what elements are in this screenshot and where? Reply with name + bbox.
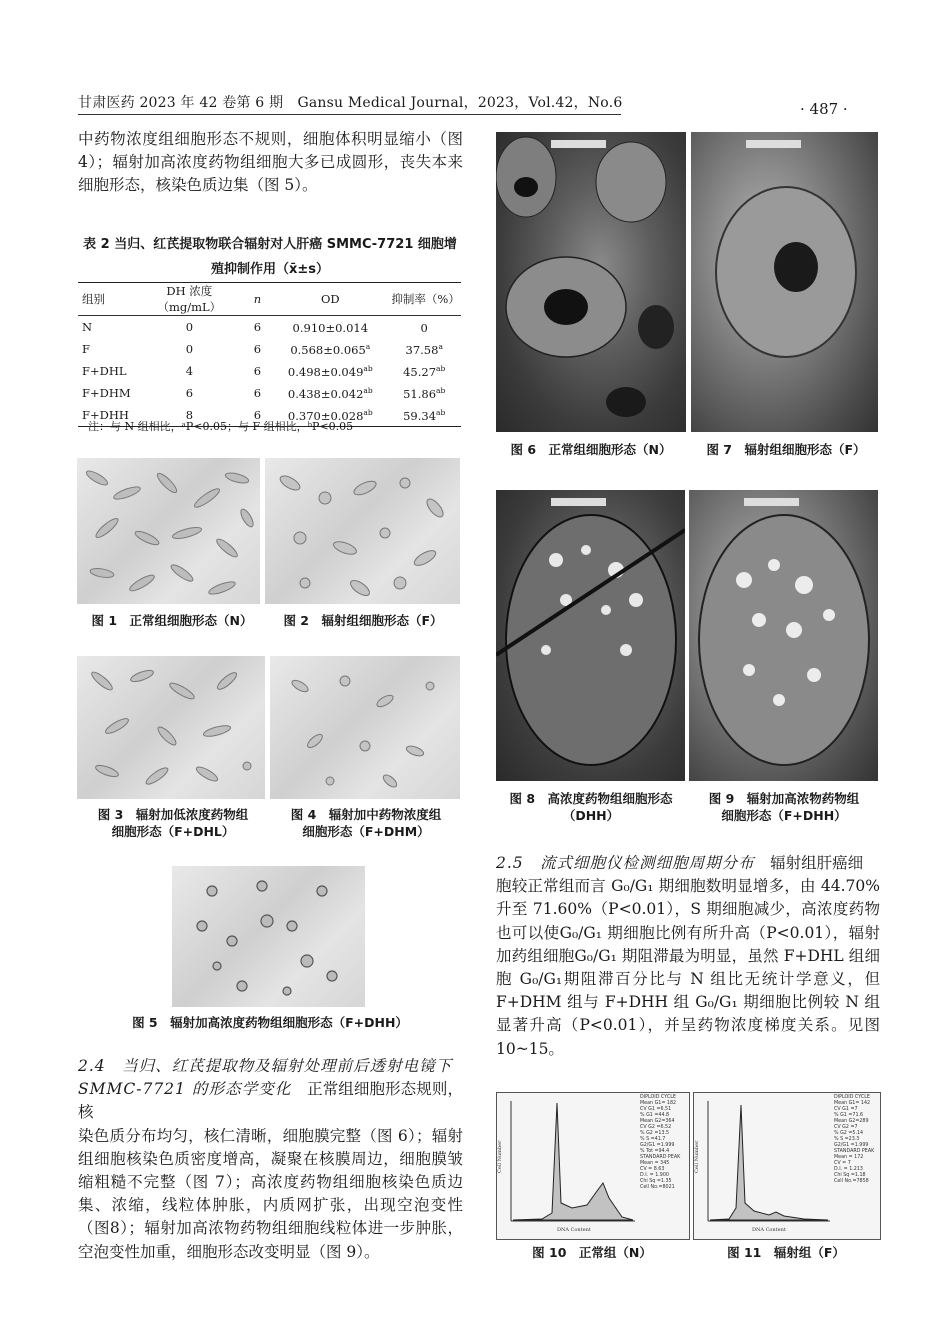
table2-title-line1: 表 2 当归、红芪提取物联合辐射对人肝癌 SMMC-7721 细胞增 [83, 237, 457, 252]
od-value: 0.438±0.042 [287, 386, 364, 401]
cell-od [273, 316, 387, 339]
cell-conc: 4 [185, 364, 194, 378]
fig10-stat: % S =41.7 [640, 1137, 666, 1142]
fig11-stat: % G2 =5.14 [834, 1131, 864, 1136]
fig11-caption: 图 11 辐射组（F） [727, 1245, 845, 1260]
fig10-caption: 图 10 正常组（N） [532, 1245, 652, 1260]
fig10-histogram [496, 1092, 690, 1240]
fig10-stat: Chi Sq =1.35 [640, 1179, 672, 1184]
fig11-ylabel: Cell Number [694, 1140, 700, 1173]
section24-body-first: 正常组细胞形态规则，核 [78, 1080, 463, 1122]
fig4-micrograph [270, 656, 460, 799]
fig11-stats [834, 1095, 880, 1185]
fig11-stat: CV G2 =7 [834, 1125, 858, 1130]
cell-n: 6 [253, 408, 262, 422]
fig1-caption: 图 1 正常组细胞形态（N） [91, 613, 253, 628]
fig10-stat: % G2 =13.5 [640, 1131, 670, 1136]
fig8-caption-line1: 图 8 高浓度药物组细胞形态 [509, 791, 673, 806]
cell-n: 6 [253, 364, 262, 378]
od-value: 0.498±0.049 [287, 364, 364, 379]
fig10-stat: D.I. = 1.900 [640, 1173, 669, 1178]
fig11-histogram [693, 1092, 881, 1240]
table-row [78, 382, 461, 404]
rate-value: 37.58 [405, 342, 439, 357]
fig11-xlabel: DNA Content [752, 1227, 786, 1233]
cell-rate [387, 338, 461, 360]
fig11-stat: % G1 =71.6 [834, 1113, 864, 1118]
fig11-stat: CV = 7 [834, 1161, 851, 1166]
section25-body: 胞较正常组而言 G₀/G₁ 期细胞数明显增多，由 44.70% 升至 71.60%（P<0.01），S 期细胞减少，高浓度药物也可以使G₀/G₁ 期细胞比例有所升高（P<0.01），辐射加药组细胞G₀/G₁ 期阻滞最为明显，虽然 F+DHL 组细胞 G₀/G₁期阻滞百分比与 N 组比无统计学意义，但 F+DHM 组与 F+DHH 组 G₀/G₁ 期细胞比例较 N 组显著升高（P<0.01），并呈药物浓度梯度关系。见图 10~15。 [496, 877, 880, 1058]
fig10-stat: CV G2 =6.52 [640, 1125, 672, 1130]
fig11-stat: Mean = 172 [834, 1155, 864, 1160]
fig10-stat: % Tot =94.4 [640, 1149, 670, 1154]
fig10-stat: Mean G1= 182 [640, 1101, 677, 1106]
table-row [78, 338, 461, 360]
od-value: 0.370±0.028 [287, 408, 364, 423]
fig10-stats [640, 1095, 688, 1191]
fig11-stat: G2/G1 =1.999 [834, 1143, 869, 1148]
cell-group: F+DHM [82, 386, 131, 400]
fig11-stat: Mean G1= 142 [834, 1101, 871, 1106]
fig7-caption: 图 7 辐射组细胞形态（F） [706, 442, 866, 457]
fig8-caption [496, 790, 686, 824]
od-value: 0.910±0.014 [292, 320, 369, 335]
fig11-stat: D.I. = 1.213 [834, 1167, 863, 1172]
rate-sup: ab [436, 385, 446, 395]
table2-header-rate: 抑制率（%） [391, 292, 460, 306]
table2 [78, 282, 461, 427]
header-rule [78, 114, 621, 115]
fig11-stat: Cell No.=7858 [834, 1179, 869, 1184]
cell-group: F [82, 342, 90, 356]
fig3-cells-graphic [77, 656, 265, 799]
intro-paragraph: 中药物浓度组细胞形态不规则，细胞体积明显缩小（图4）；辐射加高浓度药物组细胞大多已成圆形，丧失本来细胞形态，核染色质边集（图 5）。 [78, 130, 463, 195]
rate-sup: a [438, 341, 443, 351]
fig10-stat: G2/G1 =1.999 [640, 1143, 675, 1148]
fig4-cells-graphic [270, 656, 460, 799]
section24-heading-line1: 2.4 当归、红芪提取物及辐射处理前后透射电镜下 [78, 1057, 453, 1075]
table2-header-od: OD [320, 292, 340, 306]
fig5-cells-graphic [172, 866, 365, 1007]
rate-value: 45.27 [403, 364, 437, 379]
fig9-caption-line1: 图 9 辐射加高浓物药物组 [708, 791, 860, 806]
section25-first-line [496, 852, 880, 875]
section25-body-first: 辐射组肝癌细 [770, 854, 864, 872]
fig5-caption: 图 5 辐射加高浓度药物组细胞形态（F+DHH） [132, 1015, 408, 1030]
fig6-caption: 图 6 正常组细胞形态（N） [510, 442, 672, 457]
table2-title-line2: 殖抑制作用（x̄±s） [210, 262, 330, 277]
cell-group: F+DHL [82, 364, 127, 378]
fig10-stat: STANDARD PEAK [640, 1155, 681, 1160]
fig1-cells-graphic [77, 458, 260, 604]
rate-value: 51.86 [403, 386, 437, 401]
cell-conc: 0 [185, 342, 194, 356]
table-row [78, 316, 461, 339]
fig6-cells-graphic [496, 132, 686, 432]
cell-group: F+DHH [82, 408, 129, 422]
fig1-micrograph [77, 458, 260, 604]
fig10-stat: Cell No.=8021 [640, 1185, 675, 1190]
cell-conc: 0 [185, 320, 194, 334]
cell-rate [387, 382, 461, 404]
fig11-stat: Chi Sq =1.18 [834, 1173, 866, 1178]
fig3-micrograph [77, 656, 265, 799]
fig11-stat: % S =23.3 [834, 1137, 860, 1142]
fig2-micrograph [265, 458, 460, 604]
fig11-stats-title: DIPLOID CYCLE [834, 1095, 870, 1100]
cell-rate [387, 360, 461, 382]
fig4-caption [270, 806, 462, 840]
fig9-tem-image [689, 490, 878, 781]
cell-n: 6 [253, 342, 262, 356]
fig7-tem-image [691, 132, 878, 432]
table2-header-conc: DH 浓度（mg/mL） [157, 284, 222, 314]
table2-header-group: 组别 [82, 292, 105, 306]
od-value: 0.568±0.065 [290, 342, 366, 357]
rate-value: 59.34 [403, 408, 437, 423]
section24-heading-line2: SMMC-7721 的形态学变化 [78, 1080, 292, 1099]
cell-conc: 6 [185, 386, 194, 400]
fig10-stat: Mean = 345 [640, 1161, 670, 1166]
fig10-plot [497, 1093, 637, 1239]
table2-note: 注：与 N 组相比，ᵃP<0.05；与 F 组相比，ᵇP<0.05 [88, 420, 354, 433]
fig10-stat: % G1 =44.8 [640, 1113, 670, 1118]
cell-rate [387, 404, 461, 427]
running-header: 甘肃医药 2023 年 42 卷第 6 期 Gansu Medical Journal，2023，Vol.42，No.6 [78, 95, 623, 111]
fig10-stat: CV G1 =6.51 [640, 1107, 672, 1112]
fig2-cells-graphic [265, 458, 460, 604]
fig9-caption [689, 790, 879, 824]
page-number: · 487 · [800, 100, 848, 118]
fig10-ylabel: Cell Number [497, 1140, 503, 1173]
fig8-cells-graphic [496, 490, 685, 781]
fig8-tem-image [496, 490, 685, 781]
od-sup: a [365, 341, 371, 351]
fig3-caption-line2: 细胞形态（F+DHL） [111, 824, 235, 839]
fig9-caption-line2: 细胞形态（F+DHH） [721, 808, 847, 823]
rate-sup: ab [436, 363, 446, 373]
fig11-stat: CV G1 =7 [834, 1107, 858, 1112]
cell-n: 6 [253, 386, 262, 400]
fig10-stat: CV = 8.63 [640, 1167, 665, 1172]
fig10-xlabel: DNA Content [557, 1227, 591, 1233]
od-sup: ab [363, 363, 373, 373]
fig3-caption-line1: 图 3 辐射加低浓度药物组 [97, 807, 249, 822]
cell-n: 6 [253, 320, 262, 334]
rate-value: 0 [420, 320, 428, 335]
table2-header-row [78, 283, 461, 316]
fig11-stat: Mean G2=289 [834, 1119, 869, 1124]
fig5-micrograph [172, 866, 365, 1007]
section25 [496, 852, 880, 1061]
section24-heading-line2-wrap [78, 1078, 463, 1124]
cell-group: N [82, 320, 93, 334]
od-sup: ab [363, 407, 373, 417]
fig7-cells-graphic [691, 132, 878, 432]
table2-header-n: n [253, 292, 262, 306]
cell-rate [387, 316, 461, 339]
fig8-caption-line2: （DHH） [562, 808, 620, 823]
fig10-stats-title: DIPLOID CYCLE [640, 1095, 676, 1100]
fig2-caption: 图 2 辐射组细胞形态（F） [283, 613, 443, 628]
fig11-stat: STANDARD PEAK [834, 1149, 875, 1154]
od-sup: ab [363, 385, 373, 395]
rate-sup: ab [436, 407, 446, 417]
cell-od [273, 338, 387, 360]
fig4-caption-line2: 细胞形态（F+DHM） [302, 824, 430, 839]
cell-od [273, 360, 387, 382]
fig9-cells-graphic [689, 490, 878, 781]
fig4-caption-line1: 图 4 辐射加中药物浓度组 [290, 807, 442, 822]
section24 [78, 1055, 463, 1264]
cell-od [273, 382, 387, 404]
cell-conc: 8 [185, 408, 194, 422]
fig6-tem-image [496, 132, 686, 432]
fig10-stat: Mean G2=364 [640, 1119, 675, 1124]
section24-body: 染色质分布均匀，核仁清晰，细胞膜完整（图 6）；辐射组细胞核染色质密度增高，凝聚在核膜周边，细胞膜皱缩粗糙不完整（图 7）；高浓度药物组细胞核染色质边集、浓缩，线粒体肿胀，内质网扩张，出现空泡变性（图8）；辐射加高浓物药物组细胞线粒体进一步肿胀，空泡变性加重，细胞形态改变明显（图 9）。 [78, 1126, 463, 1261]
fig11-plot [694, 1093, 832, 1239]
fig3-caption [77, 806, 269, 840]
section25-heading: 2.5 流式细胞仪检测细胞周期分布 [496, 854, 755, 872]
table-row [78, 360, 461, 382]
